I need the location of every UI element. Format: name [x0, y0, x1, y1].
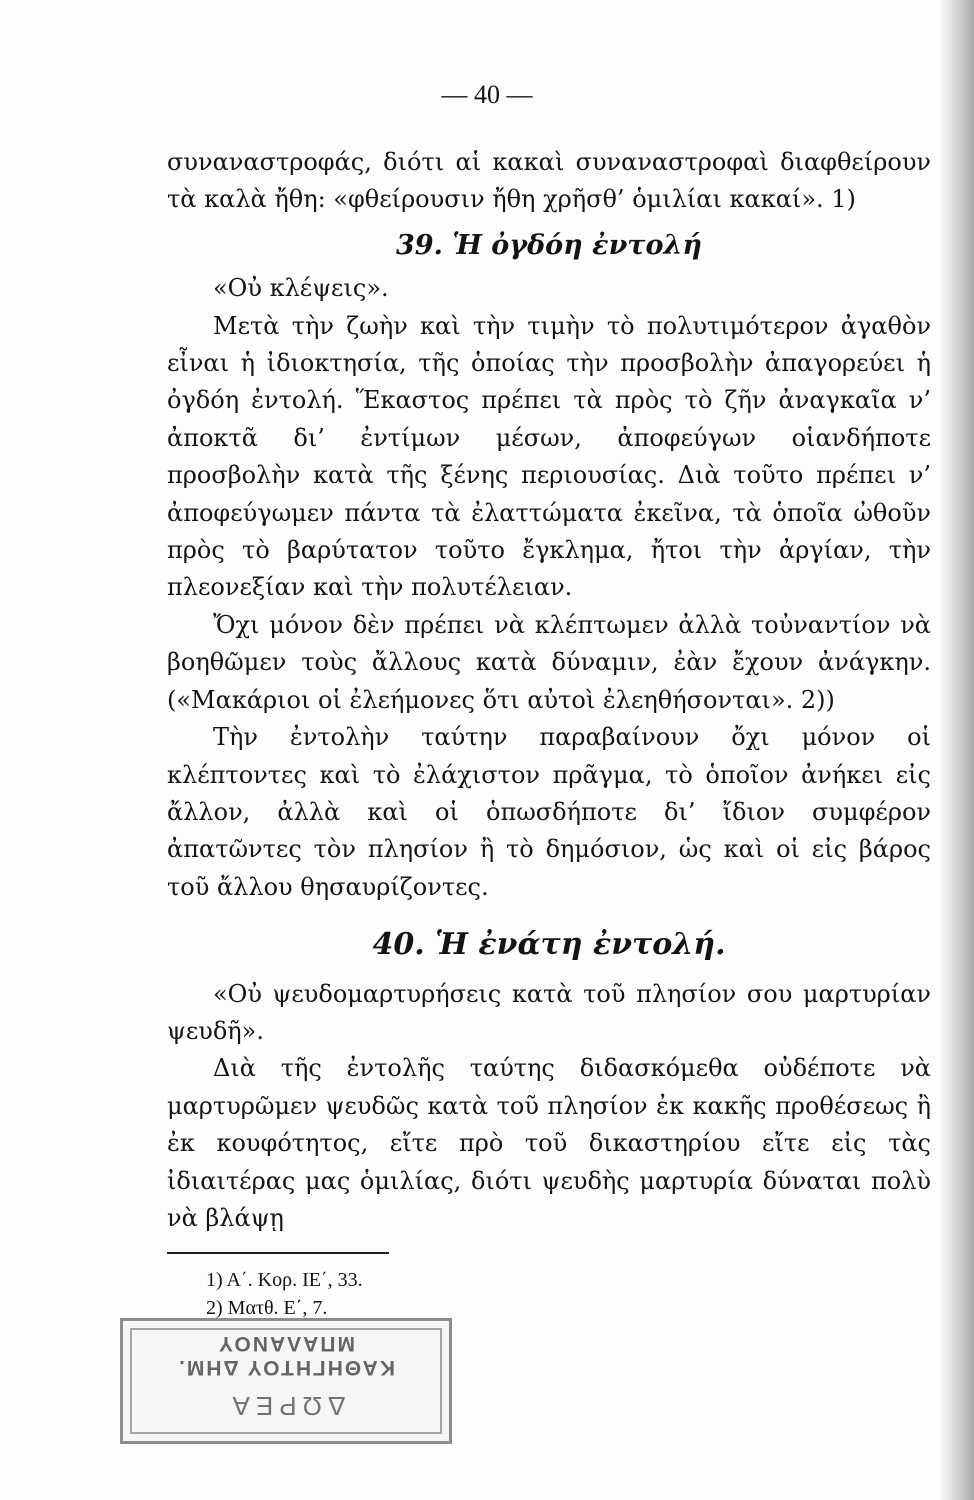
footnote-divider [167, 1252, 389, 1254]
footnotes [206, 1266, 363, 1322]
commandment-quote-8: «Οὐ κλέψεις». [213, 274, 389, 303]
section-heading-40: 40. Ἡ ἐνάτη ἐντολή. [372, 927, 726, 963]
commandment-quote-9: «Οὐ ψευδομαρτυρήσεις κατὰ τοῦ πλησίον σου μαρτυρίαν ψευδῆ». [167, 979, 931, 1045]
footnote-1: 1) Α΄. Κορ. ΙΕ΄, 33. [206, 1269, 363, 1291]
paragraph-1: συναναστροφάς, διότι αἱ κακαὶ συναναστροφαὶ διαφθείρουν τὰ καλὰ ἤθη: «φθείρουσιν ἤθη χρῆσθ’ ὁμιλίαι κακαί». 1) [167, 148, 931, 214]
binding-shadow [938, 0, 974, 1500]
section-heading-39: 39. Ἡ ὀγδόη ἐντολή [395, 229, 703, 261]
paragraph-property: Μετὰ τὴν ζωὴν καὶ τὴν τιμὴν τὸ πολυτιμότερον ἀγαθὸν εἶναι ἡ ἰδιοκτησία, τῆς ὁποίας τὴν προσβολὴν ἀπαγορεύει ἡ ὀγδόη ἐντολή. Ἕκαστος πρέπει τὰ πρὸς τὸ ζῆν ἀναγκαῖα ν’ ἀποκτᾶ δι’ ἐντίμων μέσων, ἀποφεύγων οἱανδήποτε προσβολὴν κατὰ τῆς ξένης περιουσίας. Διὰ τοῦτο πρέπει ν’ ἀποφεύγωμεν πάντα τὰ ἐλαττώματα ἐκεῖνα, τὰ ὁποῖα ὠθοῦν πρὸς τὸ βαρύτατον τοῦτο ἔγκλημα, ἤτοι τὴν ἀργίαν, τὴν πλεονεξίαν καὶ τὴν πολυτέλειαν. [167, 311, 931, 602]
page-number: — 40 — [441, 80, 533, 109]
paragraph-false-witness: Διὰ τῆς ἐντολῆς ταύτης διδασκόμεθα οὐδέποτε νὰ μαρτυρῶμεν ψευδῶς κατὰ τοῦ πλησίον ἐκ κακῆς προθέσεως ἢ ἐκ κουφότητος, εἴτε πρὸ τοῦ δικαστηρίου εἴτε εἰς τὰς ἰδιαιτέρας μας ὁμιλίας, διότι ψευδὴς μαρτυρία δύναται πολὺ νὰ βλάψῃ [167, 1054, 931, 1232]
paragraph-help-others: Ὄχι μόνον δὲν πρέπει νὰ κλέπτωμεν ἀλλὰ τοὐναντίον νὰ βοηθῶμεν τοὺς ἄλλους κατὰ δύναμιν, ἐὰν ἔχουν ἀνάγκην. («Μακάριοι οἱ ἐλεήμονες ὅτι αὐτοὶ ἐλεηθήσονται». 2)) [167, 610, 931, 714]
paragraph-violators: Τὴν ἐντολὴν ταύτην παραβαίνουν ὄχι μόνον οἱ κλέπτοντες καὶ τὸ ἐλάχιστον πρᾶγμα, τὸ ὁποῖον ἀνήκει εἰς ἄλλον, ἀλλὰ καὶ οἱ ὁπωσδήποτε δι’ ἴδιον συμφέρον ἀπατῶντες τὸν πλησίον ἢ τὸ δημόσιον, ὡς καὶ οἱ εἰς βάρος τοῦ ἄλλου θησαυρίζοντες. [167, 723, 931, 901]
stamp-line-1: ΔΩΡΕΑ [226, 1391, 346, 1421]
body-text [167, 144, 931, 1237]
footnote-2: 2) Ματθ. Ε΄, 7. [206, 1297, 328, 1319]
library-stamp [120, 1318, 452, 1444]
stamp-line-2: ΚΑΘΗΓΗΤΟΥ ΔΗΜ. ΜΠΑΛΑΝΟΥ [177, 1332, 395, 1379]
